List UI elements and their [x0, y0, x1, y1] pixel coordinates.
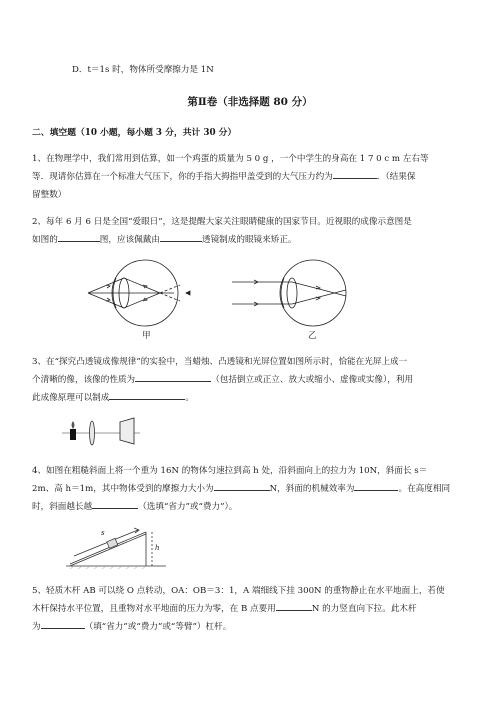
- part-title: 第Ⅱ卷（非选择题 80 分）: [187, 96, 313, 108]
- section-title: 二、填空题（10 小题，每小题 3 分，共计 30 分）: [32, 128, 237, 138]
- q3-line3-tail: 。: [185, 393, 194, 403]
- q1-line2-text: 等．现请你估算在一个标准大气压下，你的手指大拇指甲盖受到的大气压力约为: [32, 172, 333, 182]
- option-d: D．t＝1s 时，物体所受摩擦力是 1N: [72, 65, 214, 75]
- q5-line2-tail: N 的力竖直向下拉。此木杆: [311, 604, 417, 614]
- q1-line1: 1、在物理学中，我们常用到估算，如一个鸡蛋的质量为 5 0 g ，一个中学生的身高在 1 7 0 c m 左右等: [32, 154, 429, 164]
- q2-line2-tail: 透镜制成的眼镜来矫正。: [201, 235, 297, 245]
- q5-blank-force[interactable]: [276, 600, 312, 611]
- q3-line2-text: 个清晰的像，该像的性质为: [32, 375, 136, 385]
- q4-line2-text: 2m、高 h＝1m，其中物体受到的摩擦力大小为: [32, 484, 214, 494]
- q2-line2-mid: 图，应该佩戴由: [99, 235, 160, 245]
- q4-line3-tail: （选填“省力”或“费力”）。: [138, 502, 238, 512]
- q4-line1: 4、如图在粗糙斜面上将一个重为 16N 的物体匀速拉到高 h 处，沿斜面向上的拉力为 10N，斜面长 s＝: [32, 466, 428, 476]
- incline-label-h: h: [155, 544, 160, 552]
- q3-line2-tail: （包括倒立或正立、放大或缩小、虚像或实像），利用: [211, 375, 414, 385]
- q5-line3-tail: （填“省力”或“费力”或“等臂”）杠杆。: [84, 622, 232, 632]
- figure-label-yi: 乙: [308, 331, 317, 341]
- q2-line2-text: 如图的: [32, 235, 58, 245]
- incline-label-s: s: [101, 529, 105, 537]
- q1-line3: 留整数）: [32, 190, 67, 200]
- q4-line3-text: 时，斜面越长越: [32, 502, 93, 512]
- q5-line2: [32, 600, 472, 618]
- q4-line2-tail: 。在高度相同: [398, 484, 451, 494]
- figure-label-jia: 甲: [142, 331, 151, 341]
- q5-line1: 5、轻质木杆 AB 可以绕 O 点转动，OA：OB＝3：1，A 端细线下挂 300N 的重物静止在水平地面上，若使: [32, 586, 445, 596]
- q5-line2-text: 木杆保持水平位置，且重物对水平地面的压力为零，在 B 点要用: [32, 604, 276, 614]
- q5-line3: [32, 618, 472, 636]
- question-5: [32, 582, 472, 636]
- q3-line3-text: 此成像原理可以制成: [32, 393, 110, 403]
- q3-line1: 3、在“探究凸透镜成像规律”的实验中，当蜡烛、凸透镜和光屏位置如图所示时，恰能在光屏上成一: [32, 357, 408, 367]
- q2-line1: 2、每年 6 月 6 日是全国“爱眼日”，这是提醒大家关注眼睛健康的国家节目。近视眼的成像示意图是: [32, 217, 412, 227]
- q5-line3-text: 为: [32, 622, 41, 632]
- q5-blank-lever-type[interactable]: [41, 618, 85, 629]
- q4-line2-mid: N，斜面的机械效率为: [269, 484, 355, 494]
- q1-line2-tail: ．（结果保: [376, 172, 416, 182]
